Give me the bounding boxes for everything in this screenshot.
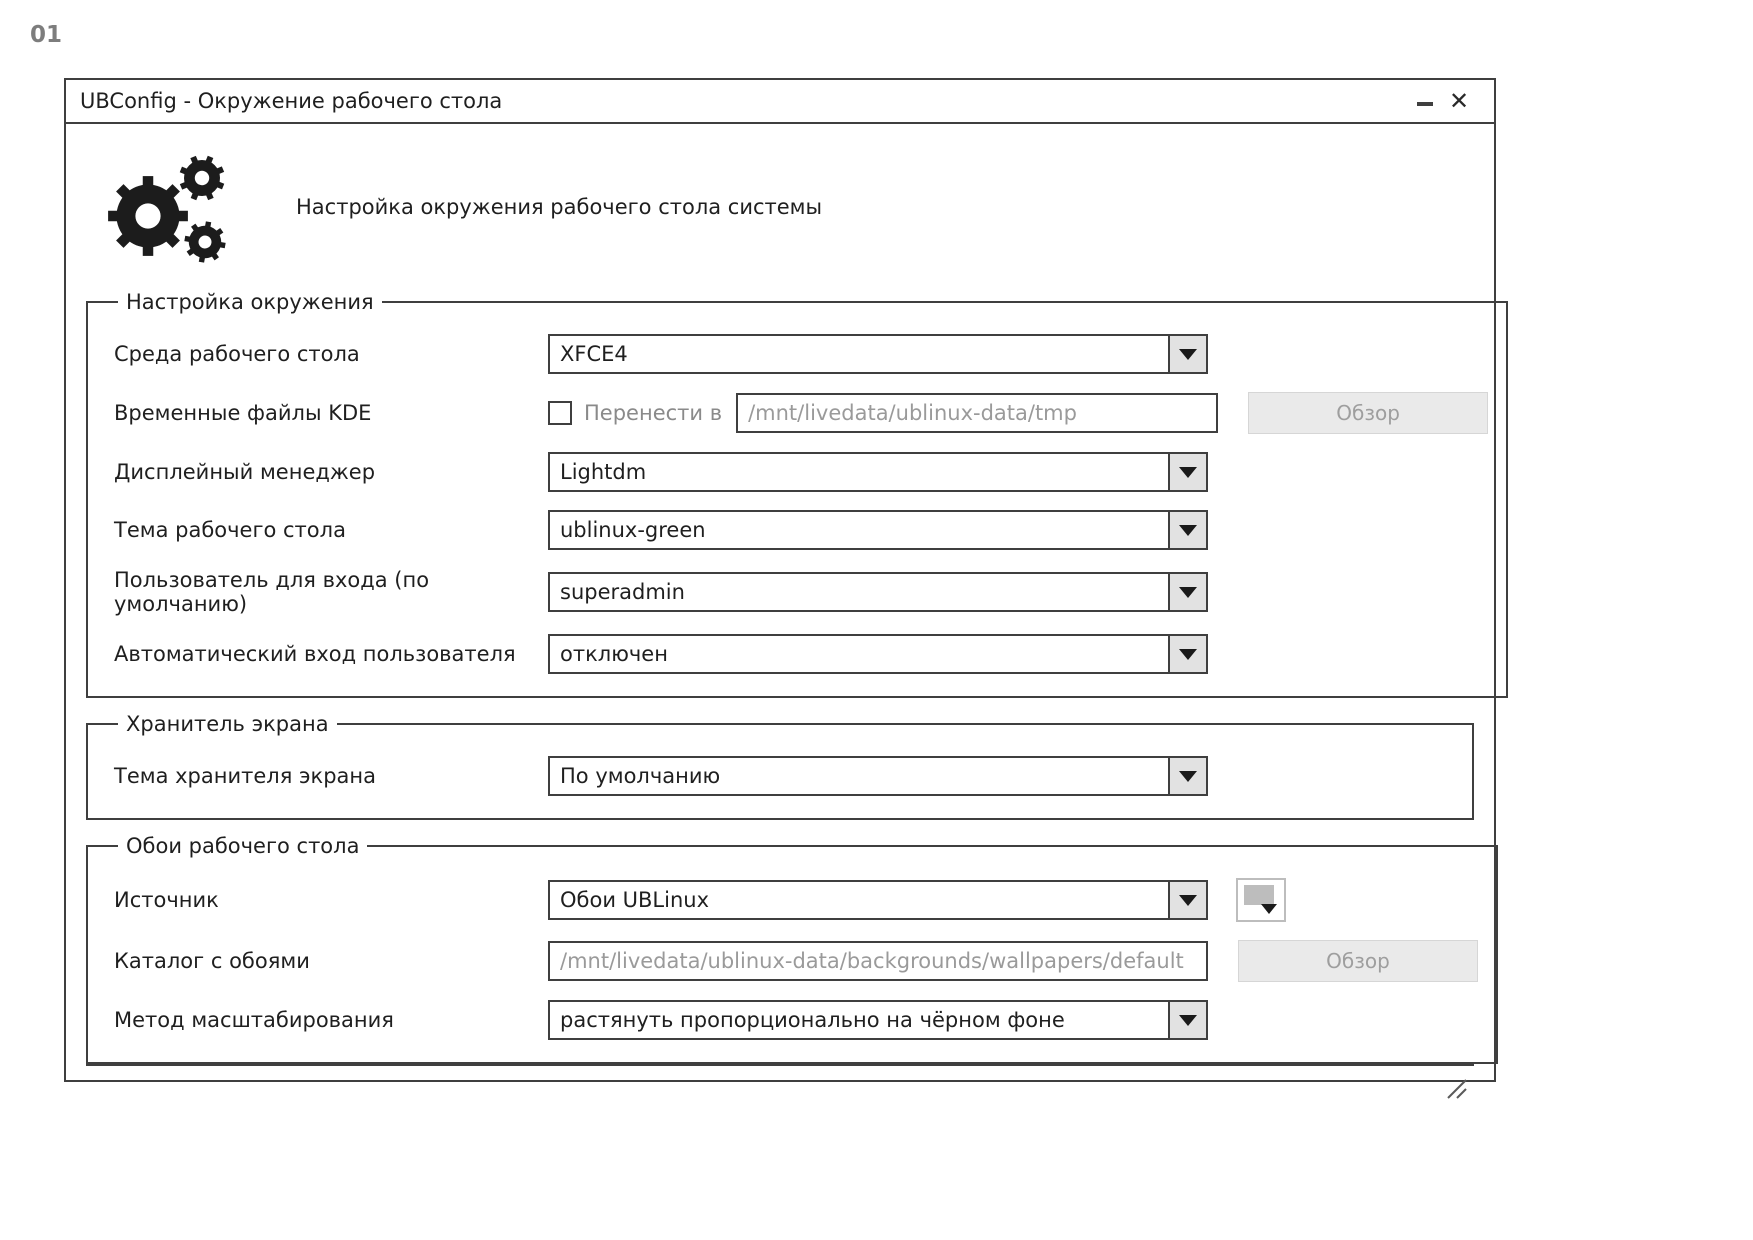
row-scaling-method bbox=[114, 1000, 1478, 1040]
wallpaper-directory-label: Каталог с обоями bbox=[114, 949, 310, 973]
minimize-icon bbox=[1417, 102, 1433, 106]
login-user-select[interactable] bbox=[548, 572, 1208, 612]
wallpaper-source-select[interactable] bbox=[548, 880, 1208, 920]
login-user-value: superadmin bbox=[560, 580, 685, 604]
kde-temp-browse-button[interactable]: Обзор bbox=[1248, 392, 1488, 434]
autologin-label: Автоматический вход пользователя bbox=[114, 642, 516, 666]
scaling-method-select[interactable] bbox=[548, 1000, 1208, 1040]
window-subtitle: Настройка окружения рабочего стола системы bbox=[296, 195, 823, 219]
group-screensaver-legend: Хранитель экрана bbox=[126, 712, 329, 736]
desktop-environment-label: Среда рабочего стола bbox=[114, 342, 360, 366]
window-title: UBConfig - Окружение рабочего стола bbox=[80, 89, 503, 113]
row-login-user bbox=[114, 568, 1488, 616]
close-button[interactable] bbox=[1442, 84, 1476, 118]
kde-temp-path-input[interactable] bbox=[736, 393, 1218, 433]
row-screensaver-theme bbox=[114, 756, 1454, 796]
ubconfig-window bbox=[64, 78, 1496, 1082]
move-to-checkbox[interactable] bbox=[548, 401, 572, 425]
screensaver-theme-label: Тема хранителя экрана bbox=[114, 764, 377, 788]
row-kde-temp-files bbox=[114, 392, 1488, 434]
display-manager-label: Дисплейный менеджер bbox=[114, 460, 376, 484]
login-user-label: Пользователь для входа (по умолчанию) bbox=[114, 568, 430, 616]
chevron-down-icon[interactable] bbox=[1168, 636, 1206, 672]
scaling-method-value: растянуть пропорционально на чёрном фоне bbox=[560, 1008, 1065, 1032]
display-manager-value: Lightdm bbox=[560, 460, 647, 484]
group-environment-legend: Настройка окружения bbox=[126, 290, 374, 314]
desktop-theme-value: ublinux-green bbox=[560, 518, 706, 542]
wallpaper-source-value: Обои UBLinux bbox=[560, 888, 710, 912]
desktop-theme-label: Тема рабочего стола bbox=[114, 518, 346, 542]
chevron-down-icon[interactable] bbox=[1168, 336, 1206, 372]
minimize-button[interactable] bbox=[1408, 84, 1442, 118]
chevron-down-icon[interactable] bbox=[1168, 882, 1206, 918]
move-to-checkbox-label: Перенести в bbox=[584, 401, 723, 425]
desktop-environment-value: XFCE4 bbox=[560, 342, 628, 366]
chevron-down-icon[interactable] bbox=[1168, 454, 1206, 490]
close-icon: ✕ bbox=[1448, 87, 1470, 115]
desktop-theme-select[interactable] bbox=[548, 510, 1208, 550]
page-number: 01 bbox=[30, 22, 63, 48]
chevron-down-icon[interactable] bbox=[1168, 758, 1206, 794]
chevron-down-icon[interactable] bbox=[1168, 574, 1206, 610]
chevron-down-icon[interactable] bbox=[1168, 1002, 1206, 1038]
scaling-method-label: Метод масштабирования bbox=[114, 1008, 394, 1032]
group-wallpaper bbox=[86, 834, 1498, 1064]
group-screensaver bbox=[86, 712, 1474, 820]
autologin-select[interactable] bbox=[548, 634, 1208, 674]
desktop-environment-select[interactable] bbox=[548, 334, 1208, 374]
row-display-manager bbox=[114, 452, 1488, 492]
header bbox=[104, 150, 1474, 270]
chevron-down-icon[interactable] bbox=[1168, 512, 1206, 548]
row-wallpaper-directory bbox=[114, 940, 1478, 982]
gears-icon bbox=[104, 150, 238, 270]
wallpaper-directory-input[interactable] bbox=[548, 941, 1208, 981]
title-bar bbox=[66, 80, 1494, 124]
display-manager-select[interactable] bbox=[548, 452, 1208, 492]
row-autologin bbox=[114, 634, 1488, 674]
resize-grip-icon[interactable] bbox=[1444, 1076, 1468, 1100]
status-bar bbox=[86, 1064, 1474, 1106]
autologin-value: отключен bbox=[560, 642, 668, 666]
wallpaper-source-label: Источник bbox=[114, 888, 219, 912]
row-desktop-theme bbox=[114, 510, 1488, 550]
group-wallpaper-legend: Обои рабочего стола bbox=[126, 834, 360, 858]
chevron-down-icon bbox=[1261, 904, 1277, 914]
window-content bbox=[66, 124, 1494, 1106]
screensaver-theme-value: По умолчанию bbox=[560, 764, 721, 788]
row-wallpaper-source bbox=[114, 878, 1478, 922]
wallpaper-color-button[interactable] bbox=[1236, 878, 1286, 922]
screensaver-theme-select[interactable] bbox=[548, 756, 1208, 796]
color-swatch-icon bbox=[1244, 885, 1274, 905]
wallpaper-directory-browse-button[interactable]: Обзор bbox=[1238, 940, 1478, 982]
kde-temp-files-label: Временные файлы KDE bbox=[114, 401, 372, 425]
group-environment bbox=[86, 290, 1508, 698]
row-desktop-environment bbox=[114, 334, 1488, 374]
